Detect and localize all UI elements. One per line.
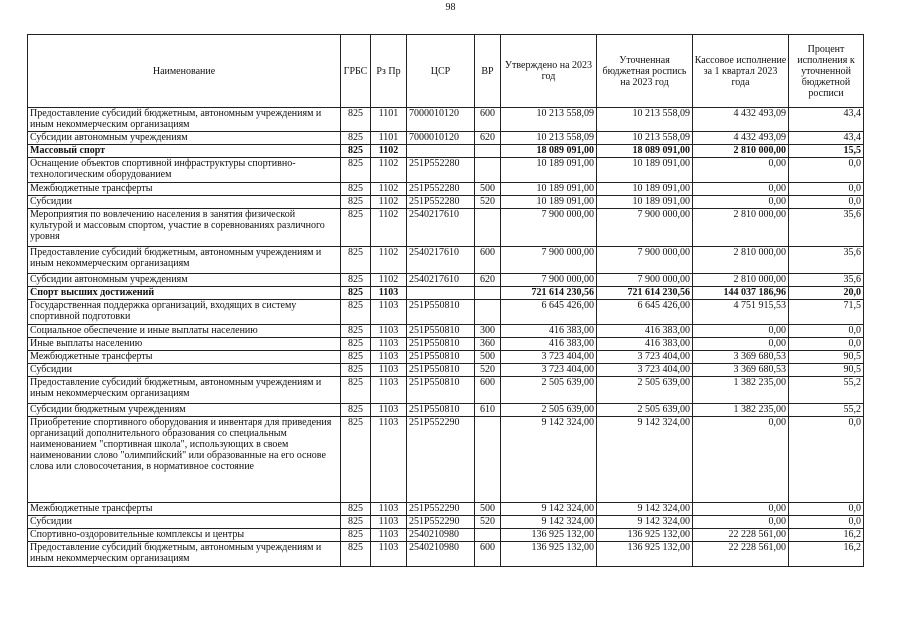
cell-name: Межбюджетные трансферты (28, 503, 341, 516)
table-row (28, 516, 864, 529)
header-name: Наименование (28, 35, 341, 108)
cell-csr (407, 287, 475, 300)
cell-rzpr: 1101 (371, 108, 407, 132)
cell-revised: 2 505 639,00 (597, 404, 693, 417)
cell-name: Приобретение спортивного оборудования и инвентаря для приведения организаций дополнительного образования со специальным наименованием "спортивная школа", использующих в своем наименовании слово "олимпийский" или образованные на его основе слова или словосочетания, в нормативное состояние (28, 417, 341, 503)
cell-grbs: 825 (341, 196, 371, 209)
cell-csr: 251P552280 (407, 196, 475, 209)
cell-grbs: 825 (341, 404, 371, 417)
cell-csr: 2540210980 (407, 529, 475, 542)
cell-percent: 90,5 (789, 351, 864, 364)
cell-revised: 3 723 404,00 (597, 364, 693, 377)
cell-rzpr: 1103 (371, 542, 407, 567)
cell-vr (475, 287, 501, 300)
cell-rzpr: 1103 (371, 364, 407, 377)
cell-revised: 10 213 558,09 (597, 108, 693, 132)
cell-percent: 71,5 (789, 300, 864, 325)
cell-approved: 10 189 091,00 (501, 196, 597, 209)
cell-name: Субсидии (28, 516, 341, 529)
cell-revised: 10 213 558,09 (597, 132, 693, 145)
cell-approved: 7 900 000,00 (501, 209, 597, 247)
cell-grbs: 825 (341, 516, 371, 529)
table-row (28, 529, 864, 542)
cell-vr: 620 (475, 274, 501, 287)
cell-rzpr: 1101 (371, 132, 407, 145)
table-row (28, 183, 864, 196)
cell-grbs: 825 (341, 145, 371, 158)
cell-vr: 500 (475, 503, 501, 516)
cell-percent: 90,5 (789, 364, 864, 377)
header-approved: Утверждено на 2023 год (501, 35, 597, 108)
cell-csr: 251P552290 (407, 503, 475, 516)
cell-csr: 7000010120 (407, 132, 475, 145)
cell-cash: 0,00 (693, 417, 789, 503)
cell-percent: 55,2 (789, 404, 864, 417)
cell-csr: 2540217610 (407, 209, 475, 247)
cell-revised: 7 900 000,00 (597, 209, 693, 247)
cell-rzpr: 1103 (371, 287, 407, 300)
cell-percent: 55,2 (789, 377, 864, 404)
cell-rzpr: 1103 (371, 529, 407, 542)
cell-vr: 600 (475, 542, 501, 567)
cell-approved: 10 213 558,09 (501, 132, 597, 145)
budget-table (27, 34, 864, 567)
cell-cash: 4 432 493,09 (693, 108, 789, 132)
cell-approved: 2 505 639,00 (501, 377, 597, 404)
table-row (28, 503, 864, 516)
cell-grbs: 825 (341, 338, 371, 351)
cell-rzpr: 1102 (371, 158, 407, 183)
cell-revised: 10 189 091,00 (597, 183, 693, 196)
cell-csr: 251P552290 (407, 417, 475, 503)
cell-csr: 251P550810 (407, 300, 475, 325)
cell-percent: 0,0 (789, 158, 864, 183)
cell-vr: 520 (475, 196, 501, 209)
cell-name: Иные выплаты населению (28, 338, 341, 351)
cell-name: Субсидии (28, 364, 341, 377)
cell-approved: 416 383,00 (501, 338, 597, 351)
cell-revised: 416 383,00 (597, 338, 693, 351)
cell-cash: 2 810 000,00 (693, 145, 789, 158)
cell-rzpr: 1102 (371, 145, 407, 158)
cell-approved: 10 189 091,00 (501, 158, 597, 183)
cell-approved: 10 189 091,00 (501, 183, 597, 196)
cell-vr (475, 158, 501, 183)
cell-rzpr: 1102 (371, 247, 407, 274)
cell-cash: 2 810 000,00 (693, 209, 789, 247)
table-row (28, 338, 864, 351)
table-row (28, 351, 864, 364)
page-number: 98 (445, 2, 456, 13)
cell-approved: 9 142 324,00 (501, 503, 597, 516)
cell-percent: 16,2 (789, 542, 864, 567)
cell-approved: 9 142 324,00 (501, 417, 597, 503)
cell-grbs: 825 (341, 417, 371, 503)
cell-csr: 251P550810 (407, 404, 475, 417)
cell-revised: 136 925 132,00 (597, 529, 693, 542)
header-grbs: ГРБС (341, 35, 371, 108)
cell-name: Предоставление субсидий бюджетным, автономным учреждениям и иным некоммерческим организациям (28, 377, 341, 404)
cell-vr: 620 (475, 132, 501, 145)
cell-grbs: 825 (341, 377, 371, 404)
cell-rzpr: 1103 (371, 503, 407, 516)
cell-vr (475, 529, 501, 542)
cell-cash: 0,00 (693, 503, 789, 516)
cell-percent: 43,4 (789, 132, 864, 145)
cell-percent: 0,0 (789, 503, 864, 516)
cell-approved: 3 723 404,00 (501, 364, 597, 377)
cell-vr: 300 (475, 325, 501, 338)
cell-percent: 15,5 (789, 145, 864, 158)
cell-rzpr: 1102 (371, 274, 407, 287)
header-csr: ЦСР (407, 35, 475, 108)
cell-rzpr: 1102 (371, 196, 407, 209)
cell-cash: 0,00 (693, 338, 789, 351)
cell-revised: 9 142 324,00 (597, 503, 693, 516)
cell-approved: 10 213 558,09 (501, 108, 597, 132)
cell-grbs: 825 (341, 287, 371, 300)
cell-approved: 9 142 324,00 (501, 516, 597, 529)
cell-csr: 2540217610 (407, 274, 475, 287)
cell-name: Массовый спорт (28, 145, 341, 158)
cell-grbs: 825 (341, 503, 371, 516)
table-row (28, 132, 864, 145)
cell-rzpr: 1103 (371, 404, 407, 417)
header-cash: Кассовое исполнение за 1 квартал 2023 года (693, 35, 789, 108)
cell-revised: 18 089 091,00 (597, 145, 693, 158)
cell-cash: 22 228 561,00 (693, 542, 789, 567)
cell-vr: 600 (475, 108, 501, 132)
cell-vr: 600 (475, 247, 501, 274)
cell-approved: 7 900 000,00 (501, 247, 597, 274)
cell-grbs: 825 (341, 209, 371, 247)
cell-cash: 0,00 (693, 158, 789, 183)
cell-csr: 251P552280 (407, 183, 475, 196)
cell-name: Мероприятия по вовлечению населения в занятия физической культурой и массовым спортом, участие в соревнованиях различного уровня (28, 209, 341, 247)
table-row (28, 274, 864, 287)
cell-percent: 16,2 (789, 529, 864, 542)
cell-grbs: 825 (341, 158, 371, 183)
cell-approved: 3 723 404,00 (501, 351, 597, 364)
cell-csr: 251P550810 (407, 377, 475, 404)
table-row (28, 404, 864, 417)
cell-rzpr: 1102 (371, 183, 407, 196)
cell-cash: 22 228 561,00 (693, 529, 789, 542)
cell-rzpr: 1103 (371, 325, 407, 338)
table-row (28, 325, 864, 338)
cell-percent: 0,0 (789, 417, 864, 503)
cell-percent: 0,0 (789, 516, 864, 529)
cell-cash: 144 037 186,96 (693, 287, 789, 300)
cell-vr (475, 209, 501, 247)
cell-name: Спорт высших достижений (28, 287, 341, 300)
cell-rzpr: 1102 (371, 209, 407, 247)
cell-approved: 18 089 091,00 (501, 145, 597, 158)
cell-csr: 251P550810 (407, 325, 475, 338)
cell-rzpr: 1103 (371, 338, 407, 351)
cell-grbs: 825 (341, 247, 371, 274)
table-row (28, 377, 864, 404)
cell-rzpr: 1103 (371, 377, 407, 404)
header-percent: Процент исполнения к уточненной бюджетной росписи (789, 35, 864, 108)
cell-rzpr: 1103 (371, 351, 407, 364)
cell-revised: 7 900 000,00 (597, 247, 693, 274)
cell-csr: 251P550810 (407, 338, 475, 351)
cell-name: Предоставление субсидий бюджетным, автономным учреждениям и иным некоммерческим организациям (28, 247, 341, 274)
cell-name: Субсидии автономным учреждениям (28, 132, 341, 145)
table-body (28, 108, 864, 567)
cell-revised: 10 189 091,00 (597, 158, 693, 183)
cell-revised: 6 645 426,00 (597, 300, 693, 325)
cell-vr: 520 (475, 516, 501, 529)
header-revised: Уточненная бюджетная роспись на 2023 год (597, 35, 693, 108)
cell-name: Государственная поддержка организаций, входящих в систему спортивной подготовки (28, 300, 341, 325)
table-row (28, 364, 864, 377)
cell-vr (475, 300, 501, 325)
cell-revised: 721 614 230,56 (597, 287, 693, 300)
cell-revised: 136 925 132,00 (597, 542, 693, 567)
table-row (28, 108, 864, 132)
cell-revised: 9 142 324,00 (597, 417, 693, 503)
cell-percent: 35,6 (789, 209, 864, 247)
cell-percent: 0,0 (789, 325, 864, 338)
cell-name: Оснащение объектов спортивной инфраструктуры спортивно-технологическим оборудованием (28, 158, 341, 183)
cell-csr: 251P550810 (407, 351, 475, 364)
cell-cash: 2 810 000,00 (693, 274, 789, 287)
cell-grbs: 825 (341, 183, 371, 196)
cell-revised: 2 505 639,00 (597, 377, 693, 404)
cell-approved: 2 505 639,00 (501, 404, 597, 417)
cell-revised: 7 900 000,00 (597, 274, 693, 287)
header-rzpr: Рз Пр (371, 35, 407, 108)
cell-vr: 610 (475, 404, 501, 417)
table-row (28, 247, 864, 274)
cell-cash: 3 369 680,53 (693, 364, 789, 377)
cell-grbs: 825 (341, 364, 371, 377)
cell-revised: 9 142 324,00 (597, 516, 693, 529)
cell-name: Спортивно-оздоровительные комплексы и центры (28, 529, 341, 542)
cell-csr: 2540217610 (407, 247, 475, 274)
cell-grbs: 825 (341, 351, 371, 364)
cell-percent: 0,0 (789, 196, 864, 209)
cell-vr (475, 145, 501, 158)
cell-grbs: 825 (341, 300, 371, 325)
cell-csr: 7000010120 (407, 108, 475, 132)
cell-cash: 2 810 000,00 (693, 247, 789, 274)
cell-vr: 500 (475, 183, 501, 196)
cell-csr: 251P552280 (407, 158, 475, 183)
table-row (28, 145, 864, 158)
cell-percent: 43,4 (789, 108, 864, 132)
cell-name: Субсидии бюджетным учреждениям (28, 404, 341, 417)
cell-grbs: 825 (341, 274, 371, 287)
cell-name: Субсидии (28, 196, 341, 209)
table-row (28, 287, 864, 300)
cell-name: Социальное обеспечение и иные выплаты населению (28, 325, 341, 338)
cell-revised: 416 383,00 (597, 325, 693, 338)
cell-name: Предоставление субсидий бюджетным, автономным учреждениям и иным некоммерческим организациям (28, 542, 341, 567)
table-row (28, 542, 864, 567)
cell-grbs: 825 (341, 132, 371, 145)
cell-cash: 3 369 680,53 (693, 351, 789, 364)
cell-cash: 0,00 (693, 196, 789, 209)
cell-csr (407, 145, 475, 158)
cell-csr: 251P552290 (407, 516, 475, 529)
cell-percent: 0,0 (789, 338, 864, 351)
cell-cash: 1 382 235,00 (693, 404, 789, 417)
cell-rzpr: 1103 (371, 516, 407, 529)
cell-grbs: 825 (341, 529, 371, 542)
cell-approved: 136 925 132,00 (501, 542, 597, 567)
table-row (28, 158, 864, 183)
cell-vr: 520 (475, 364, 501, 377)
cell-percent: 35,6 (789, 274, 864, 287)
table-row (28, 209, 864, 247)
table-header-row (28, 35, 864, 108)
cell-percent: 20,0 (789, 287, 864, 300)
cell-percent: 35,6 (789, 247, 864, 274)
cell-cash: 0,00 (693, 325, 789, 338)
cell-name: Предоставление субсидий бюджетным, автономным учреждениям и иным некоммерческим организациям (28, 108, 341, 132)
cell-vr: 360 (475, 338, 501, 351)
cell-name: Межбюджетные трансферты (28, 351, 341, 364)
cell-grbs: 825 (341, 325, 371, 338)
cell-cash: 0,00 (693, 516, 789, 529)
cell-csr: 2540210980 (407, 542, 475, 567)
cell-approved: 416 383,00 (501, 325, 597, 338)
cell-grbs: 825 (341, 542, 371, 567)
cell-cash: 4 432 493,09 (693, 132, 789, 145)
cell-csr: 251P550810 (407, 364, 475, 377)
cell-name: Межбюджетные трансферты (28, 183, 341, 196)
cell-approved: 136 925 132,00 (501, 529, 597, 542)
cell-revised: 10 189 091,00 (597, 196, 693, 209)
cell-approved: 6 645 426,00 (501, 300, 597, 325)
header-vr: ВР (475, 35, 501, 108)
cell-cash: 0,00 (693, 183, 789, 196)
cell-rzpr: 1103 (371, 417, 407, 503)
cell-grbs: 825 (341, 108, 371, 132)
table-row (28, 417, 864, 503)
cell-vr: 500 (475, 351, 501, 364)
cell-vr (475, 417, 501, 503)
cell-approved: 7 900 000,00 (501, 274, 597, 287)
cell-cash: 1 382 235,00 (693, 377, 789, 404)
cell-revised: 3 723 404,00 (597, 351, 693, 364)
cell-cash: 4 751 915,53 (693, 300, 789, 325)
cell-rzpr: 1103 (371, 300, 407, 325)
cell-name: Субсидии автономным учреждениям (28, 274, 341, 287)
cell-approved: 721 614 230,56 (501, 287, 597, 300)
cell-vr: 600 (475, 377, 501, 404)
table-row (28, 196, 864, 209)
cell-percent: 0,0 (789, 183, 864, 196)
table-row (28, 300, 864, 325)
